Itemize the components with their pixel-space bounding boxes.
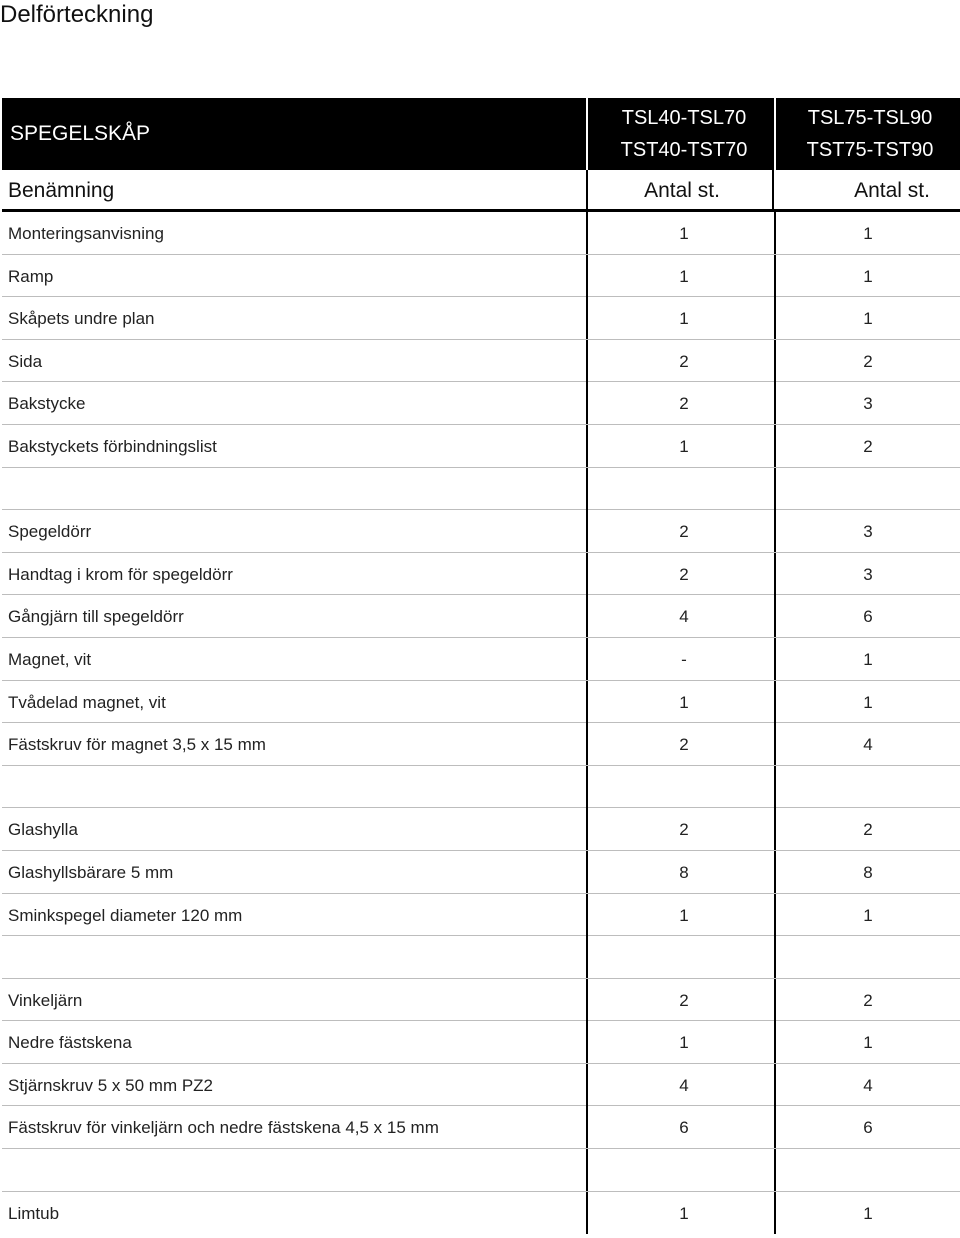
spacer-row: [2, 468, 960, 511]
qty-model-b: [774, 468, 960, 510]
qty-model-b: 2: [774, 425, 960, 467]
qty-model-a: [586, 1149, 774, 1191]
table-row: [2, 1064, 960, 1107]
table-row: [2, 723, 960, 766]
qty-model-b: 2: [774, 340, 960, 382]
qty-model-a: 2: [586, 382, 774, 424]
qty-model-b: [774, 936, 960, 978]
qty-model-a: 6: [586, 1106, 774, 1148]
qty-model-a: 2: [586, 510, 774, 552]
qty-model-a: 4: [586, 1064, 774, 1106]
part-name: [8, 1149, 578, 1191]
table-row: [2, 553, 960, 596]
spacer-row: [2, 936, 960, 979]
qty-model-b: 1: [774, 212, 960, 254]
model-b-line-2: TST75-TST90: [806, 139, 934, 161]
qty-model-b: [774, 1149, 960, 1191]
qty-model-a: 1: [586, 894, 774, 936]
qty-model-b: 6: [774, 595, 960, 637]
part-name: Handtag i krom för spegeldörr: [8, 564, 233, 584]
part-name: Sminkspegel diameter 120 mm: [8, 905, 243, 925]
part-name: Fästskruv för magnet 3,5 x 15 mm: [8, 735, 266, 755]
table-row: [2, 808, 960, 851]
qty-model-b: 1: [774, 1192, 960, 1234]
table-row: [2, 297, 960, 340]
qty-model-b: 3: [774, 510, 960, 552]
qty-model-b: 3: [774, 553, 960, 595]
qty-model-b: 2: [774, 808, 960, 850]
table-row: [2, 255, 960, 298]
table-row: [2, 382, 960, 425]
qty-model-a: 2: [586, 340, 774, 382]
table-row: [2, 1192, 960, 1235]
qty-model-b: 4: [774, 723, 960, 765]
part-name: Magnet, vit: [8, 649, 92, 669]
part-name: Bakstycke: [8, 394, 86, 414]
qty-model-b: 1: [774, 297, 960, 339]
table-row: [2, 979, 960, 1022]
qty-model-b: 1: [774, 1021, 960, 1063]
table-row: [2, 1021, 960, 1064]
column-header-name: Benämning: [8, 179, 115, 202]
part-name: Glashyllsbärare 5 mm: [8, 862, 174, 882]
part-name: Stjärnskruv 5 x 50 mm PZ2: [8, 1075, 214, 1095]
part-name: Glashylla: [8, 820, 78, 840]
part-name: [8, 766, 578, 808]
qty-model-a: 1: [586, 681, 774, 723]
qty-model-a: 1: [586, 1192, 774, 1234]
spacer-row: [2, 766, 960, 809]
qty-model-b: 2: [774, 979, 960, 1021]
qty-model-a: 4: [586, 595, 774, 637]
table-row: [2, 425, 960, 468]
model-b-line-1: TSL75-TSL90: [807, 107, 933, 129]
table-row: [2, 212, 960, 255]
part-name: Spegeldörr: [8, 522, 92, 542]
model-b-header: [774, 98, 960, 170]
qty-model-a: 1: [586, 425, 774, 467]
qty-model-b: 1: [774, 255, 960, 297]
part-name: Nedre fästskena: [8, 1033, 132, 1053]
qty-model-a: 1: [586, 1021, 774, 1063]
parts-list-table: [2, 98, 960, 1234]
part-name: Bakstyckets förbindningslist: [8, 436, 217, 456]
qty-model-b: 1: [774, 681, 960, 723]
part-name: Tvådelad magnet, vit: [8, 692, 166, 712]
model-a-line-2: TST40-TST70: [620, 139, 748, 161]
qty-model-b: 8: [774, 851, 960, 893]
table-header-band: [2, 98, 960, 170]
spacer-row: [2, 1149, 960, 1192]
qty-model-a: 1: [586, 297, 774, 339]
qty-model-a: 8: [586, 851, 774, 893]
part-name: Sida: [8, 351, 43, 371]
page-title: Delförteckning: [0, 1, 154, 28]
qty-model-b: 1: [774, 638, 960, 680]
model-a-line-1: TSL40-TSL70: [621, 107, 747, 129]
part-name: Skåpets undre plan: [8, 309, 155, 329]
qty-model-b: 4: [774, 1064, 960, 1106]
column-header-qty-a: Antal st.: [586, 170, 774, 209]
table-row: [2, 681, 960, 724]
table-row: [2, 510, 960, 553]
part-name: Fästskruv för vinkeljärn och nedre fästskena 4,5 x 15 mm: [8, 1118, 439, 1138]
part-name: Ramp: [8, 266, 54, 286]
part-name: Vinkeljärn: [8, 990, 83, 1010]
table-row: [2, 851, 960, 894]
qty-model-a: 2: [586, 723, 774, 765]
qty-model-a: [586, 936, 774, 978]
part-name: [8, 468, 578, 510]
part-name: [8, 936, 578, 978]
qty-model-a: 1: [586, 212, 774, 254]
qty-model-a: [586, 468, 774, 510]
column-header-row: [2, 170, 960, 212]
qty-model-b: [774, 766, 960, 808]
qty-model-a: [586, 766, 774, 808]
table-row: [2, 595, 960, 638]
qty-model-a: 1: [586, 255, 774, 297]
table-row: [2, 638, 960, 681]
table-body: [2, 212, 960, 1234]
table-row: [2, 894, 960, 937]
model-a-header: [586, 98, 774, 170]
table-heading: SPEGELSKÅP: [10, 122, 151, 145]
column-header-qty-b: Antal st.: [854, 179, 930, 202]
table-row: [2, 340, 960, 383]
qty-model-a: 2: [586, 553, 774, 595]
qty-model-a: 2: [586, 979, 774, 1021]
table-row: [2, 1106, 960, 1149]
part-name: Limtub: [8, 1203, 60, 1223]
part-name: Monteringsanvisning: [8, 224, 164, 243]
qty-model-b: 1: [774, 894, 960, 936]
part-name: Gångjärn till spegeldörr: [8, 607, 184, 627]
qty-model-a: -: [586, 638, 774, 680]
qty-model-b: 3: [774, 382, 960, 424]
qty-model-b: 6: [774, 1106, 960, 1148]
qty-model-a: 2: [586, 808, 774, 850]
